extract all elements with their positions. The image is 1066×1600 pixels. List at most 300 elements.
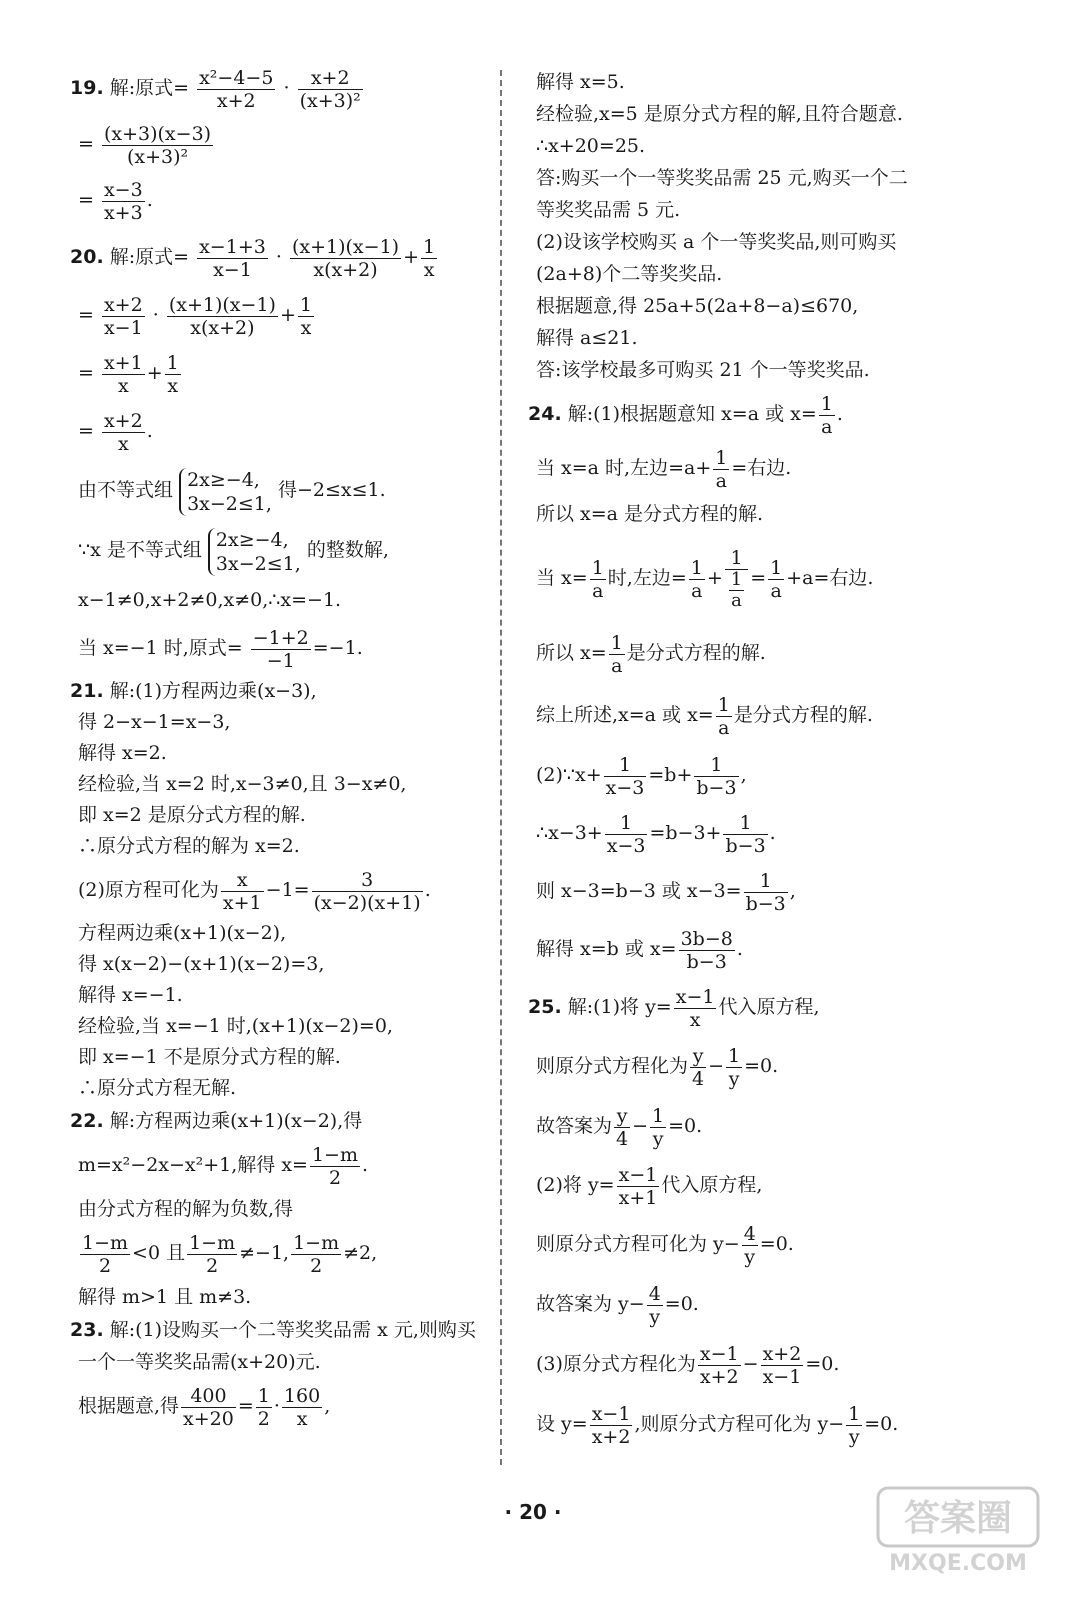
numerator: x−1	[591, 1402, 631, 1425]
denominator: 2	[328, 1166, 342, 1189]
text: 2x≥−4,	[187, 469, 260, 491]
text: .	[146, 189, 153, 211]
numerator: 1	[610, 631, 623, 654]
text: .	[424, 879, 431, 901]
text: (2)将 y=	[536, 1174, 615, 1196]
fraction	[726, 1045, 742, 1090]
numerator: 1	[605, 812, 648, 835]
q24-number: 24.	[528, 403, 562, 425]
numerator: x+2	[103, 409, 143, 432]
text: 当 x=a 时,左边=a+	[536, 457, 712, 479]
q24-line8	[528, 804, 998, 862]
q24-line4	[528, 534, 998, 622]
text: 当 x=−1 时,原式=	[78, 637, 243, 659]
denominator: x(x+2)	[190, 316, 255, 339]
q22-line3: 由分式方程的解为负数,得	[78, 1198, 294, 1220]
denominator: x	[689, 1008, 701, 1031]
right-column	[528, 66, 998, 1454]
watermark-logo	[870, 1480, 1050, 1580]
text: −	[708, 1055, 725, 1077]
q21-line: 方程两边乘(x+1)(x−2),	[78, 922, 287, 944]
q24-line6	[528, 684, 998, 746]
watermark-text: 答案圈 MXQE.COM	[889, 1498, 1027, 1576]
q23-cont-line: 解得 x=5.	[536, 71, 625, 93]
numerator: 160	[283, 1384, 321, 1407]
text: −	[742, 1353, 759, 1375]
text: .	[736, 938, 743, 960]
text: =	[78, 189, 94, 211]
text: 解:原式=	[109, 77, 190, 99]
q25-line4	[528, 1156, 998, 1214]
numerator: 1	[723, 812, 767, 835]
fraction	[819, 393, 835, 438]
fraction	[742, 1223, 758, 1268]
text: =b+	[648, 764, 693, 786]
numerator: 1	[728, 1044, 741, 1067]
q20-line4	[70, 402, 540, 460]
q21-line: 解得 x=−1.	[78, 984, 183, 1006]
text: 解:(1)设购买一个二等奖奖品需 x 元,则购买	[109, 1319, 476, 1341]
q22-number: 22.	[70, 1110, 104, 1132]
text: =0.	[864, 1413, 899, 1435]
numerator: x+2	[103, 293, 143, 316]
text: ,	[324, 1395, 331, 1417]
page-number: · 20 ·	[504, 1500, 562, 1524]
fraction	[768, 557, 784, 602]
numerator: 1	[848, 1402, 861, 1425]
q21-line: 解得 x=2.	[78, 742, 167, 764]
brace	[179, 461, 272, 521]
denominator: a	[770, 579, 782, 602]
text: 综上所述,x=a 或 x=	[536, 704, 714, 726]
numerator: y	[690, 1045, 706, 1068]
denominator: b−3	[725, 834, 766, 857]
fraction	[421, 236, 437, 281]
numerator: (x+1)(x−1)	[168, 293, 276, 316]
q24-line10	[528, 920, 998, 978]
fraction	[698, 1343, 741, 1388]
denominator: a	[731, 590, 742, 611]
denominator: x	[167, 374, 179, 397]
left-column	[70, 60, 540, 1434]
numerator: x²−4−5	[199, 66, 274, 89]
numerator: x+2	[762, 1342, 802, 1365]
text: ·	[273, 1395, 280, 1417]
denominator: b−3	[686, 950, 727, 973]
numerator: 4	[648, 1282, 661, 1305]
text: 设 y=	[536, 1413, 588, 1435]
q25-line3	[528, 1096, 998, 1156]
text: =0.	[664, 1293, 699, 1315]
numerator: 1	[591, 556, 604, 579]
complex-fraction	[725, 547, 748, 611]
q23-cont-line: 等奖奖品需 5 元.	[536, 199, 681, 221]
fraction	[298, 294, 314, 339]
denominator: a	[592, 579, 604, 602]
denominator: x−1	[762, 1365, 802, 1388]
fraction	[167, 294, 278, 339]
text: 则原分式方程可化为 y−	[536, 1233, 740, 1255]
q24-line9	[528, 862, 998, 920]
text: ≠−1,	[239, 1242, 290, 1264]
text: <0 且	[132, 1242, 186, 1264]
denominator: (x+3)²	[126, 145, 189, 168]
q21-line: 得 2−x−1=x−3,	[78, 711, 231, 733]
text: ∴x−3+	[536, 822, 603, 844]
q22-line4	[70, 1226, 540, 1280]
text: +	[279, 304, 296, 326]
numerator: 1	[770, 556, 783, 579]
fraction	[102, 352, 145, 397]
numerator: −1+2	[252, 626, 309, 649]
fraction	[617, 1164, 660, 1209]
denominator: x+1	[222, 891, 262, 914]
q24-line5	[528, 622, 998, 684]
q23-line3	[70, 1378, 540, 1434]
text: =b−3+	[649, 822, 722, 844]
q21-line: 即 x=−1 不是原分式方程的解.	[78, 1046, 341, 1068]
denominator: x	[300, 316, 312, 339]
q20-line1	[70, 228, 540, 286]
q21-line: 经检验,当 x=2 时,x−3≠0,且 3−x≠0,	[78, 773, 407, 795]
text: .	[146, 420, 153, 442]
denominator: 4	[616, 1127, 629, 1150]
fraction	[846, 1403, 862, 1448]
denominator: b−3	[696, 776, 737, 799]
text: =	[78, 362, 94, 384]
fraction	[609, 632, 625, 677]
denominator: 2	[257, 1407, 270, 1430]
text: 得−2≤x≤1.	[277, 479, 386, 501]
q23-line1	[70, 1314, 540, 1346]
denominator: x(x+2)	[313, 258, 378, 281]
q19-line2	[70, 116, 540, 172]
text: =0.	[744, 1055, 779, 1077]
q24-line3: 所以 x=a 是分式方程的解.	[536, 503, 764, 525]
denominator: a	[718, 716, 730, 739]
text: 是分式方程的解.	[626, 642, 766, 664]
fraction	[165, 352, 181, 397]
denominator: x	[423, 258, 435, 281]
numerator: x+1	[103, 351, 143, 374]
numerator: (x+3)(x−3)	[103, 122, 212, 145]
numerator: 400	[181, 1385, 236, 1408]
numerator: 1	[166, 351, 179, 374]
text: ,则原分式方程可化为 y−	[634, 1413, 845, 1435]
text: 解:方程两边乘(x+1)(x−2),得	[109, 1110, 363, 1132]
q20-number: 20.	[70, 246, 104, 268]
denominator: a	[821, 415, 833, 438]
denominator: a	[691, 579, 703, 602]
q19-number: 19.	[70, 77, 104, 99]
text: 所以 x=	[536, 642, 607, 664]
denominator: x+2	[699, 1365, 739, 1388]
text: 2x≥−4,	[215, 529, 289, 551]
numerator: 1	[690, 556, 703, 579]
text: 故答案为	[536, 1115, 613, 1137]
text: ·	[275, 246, 282, 268]
text: 是分式方程的解.	[733, 704, 873, 726]
denominator: y	[848, 1425, 860, 1448]
text: 解:(1)根据题意知 x=a 或 x=	[567, 403, 817, 425]
fraction	[614, 1105, 630, 1150]
text: +	[403, 246, 419, 268]
q19-line3	[70, 172, 540, 228]
denominator: 2	[98, 1254, 112, 1277]
denominator: x	[117, 432, 129, 455]
text: −	[632, 1115, 649, 1137]
numerator: 1−m	[311, 1143, 358, 1166]
fraction	[282, 1385, 322, 1430]
fraction	[647, 1283, 663, 1328]
text: +a=右边.	[786, 567, 874, 589]
q20-substitute	[70, 620, 540, 676]
text: 的整数解,	[306, 539, 389, 561]
numerator: 1	[730, 569, 743, 590]
fraction	[312, 869, 423, 914]
text: 解:(1)将 y=	[567, 996, 672, 1018]
q23-cont-line: (2a+8)个二等奖奖品.	[536, 263, 723, 285]
denominator: x+2	[591, 1425, 631, 1448]
q20-integer	[70, 520, 540, 580]
text: =0.	[759, 1233, 794, 1255]
numerator: x−1	[675, 985, 715, 1008]
fraction	[291, 1232, 341, 1277]
fraction	[187, 1232, 237, 1277]
fraction	[723, 812, 767, 857]
fraction	[713, 447, 729, 492]
q25-line6	[528, 1274, 998, 1334]
denominator: a	[715, 469, 727, 492]
text: 时,左边=	[607, 567, 687, 589]
q21-line: 经检验,当 x=−1 时,(x+1)(x−2)=0,	[78, 1015, 393, 1037]
q21-part2	[70, 862, 540, 918]
numerator: 4	[743, 1222, 756, 1245]
text: =右边.	[731, 457, 792, 479]
text: .	[769, 822, 776, 844]
text: 则原分式方程化为	[536, 1055, 689, 1077]
fraction	[102, 179, 145, 224]
text: =	[78, 133, 94, 155]
fraction	[181, 1385, 236, 1430]
numerator: y	[614, 1105, 630, 1128]
fraction	[197, 236, 268, 281]
q21-line: 即 x=2 是原分式方程的解.	[78, 804, 306, 826]
denominator: x−1	[103, 316, 143, 339]
fraction	[251, 627, 311, 672]
numerator: 1	[257, 1384, 270, 1407]
q21-line: ∴原分式方程无解.	[78, 1077, 237, 1099]
numerator: 1	[694, 754, 738, 777]
q23-number: 23.	[70, 1319, 104, 1341]
q23-cont-line: 根据题意,得 25a+5(2a+8−a)≤670,	[536, 295, 859, 317]
text: .	[362, 1154, 369, 1176]
numerator: 1	[725, 547, 748, 570]
fraction	[690, 1045, 706, 1090]
q23-cont-line: (2)设该学校购买 a 个一等奖奖品,则可购买	[536, 231, 897, 253]
fraction	[674, 986, 717, 1031]
q24-line2	[528, 442, 998, 494]
q23-cont-line: ∴x+20=25.	[536, 135, 646, 157]
text: 3x−2≤1,	[187, 493, 272, 515]
numerator: 3	[312, 869, 423, 892]
text: .	[836, 403, 843, 425]
text: (3)原分式方程化为	[536, 1353, 696, 1375]
text: ∵x 是不等式组	[78, 539, 202, 561]
text: ·	[152, 304, 159, 326]
numerator: 1−m	[293, 1231, 340, 1254]
q22-line1	[70, 1104, 540, 1138]
denominator: x	[117, 374, 129, 397]
fraction	[744, 870, 788, 915]
fraction	[298, 67, 363, 112]
fraction	[689, 557, 705, 602]
numerator: 1	[715, 446, 728, 469]
fraction	[290, 236, 401, 281]
numerator: 1−m	[82, 1231, 129, 1254]
q24-line7	[528, 746, 998, 804]
text: 当 x=	[536, 567, 588, 589]
denominator-fraction	[727, 570, 746, 611]
text: m=x²−2x−x²+1,解得 x=	[78, 1154, 308, 1176]
denominator: y	[652, 1127, 664, 1150]
q25-line8	[528, 1394, 998, 1454]
text: (2)原方程可化为	[78, 879, 219, 901]
q20-inequality	[70, 460, 540, 520]
fraction	[679, 928, 735, 973]
numerator: x+2	[298, 67, 363, 90]
text: 代入原方程,	[718, 996, 820, 1018]
q23-line2: 一个一等奖奖品需(x+20)元.	[78, 1351, 321, 1373]
denominator: x+3	[103, 201, 143, 224]
text: 故答案为 y−	[536, 1293, 645, 1315]
fraction	[761, 1343, 804, 1388]
q20-condition: x−1≠0,x+2≠0,x≠0,∴x=−1.	[78, 589, 342, 611]
denominator: x−3	[605, 776, 645, 799]
text: =	[78, 420, 94, 442]
numerator: 1	[423, 235, 436, 258]
text: =0.	[668, 1115, 703, 1137]
fraction	[310, 1144, 360, 1189]
denominator: y	[649, 1305, 661, 1328]
fraction	[694, 754, 738, 799]
denominator: a	[611, 654, 623, 677]
numerator: 1	[717, 693, 730, 716]
denominator: y	[728, 1067, 740, 1090]
fraction	[604, 754, 647, 799]
denominator: 2	[206, 1254, 219, 1277]
q20-line2	[70, 286, 540, 344]
numerator: 1	[820, 392, 833, 415]
text: 解:(1)方程两边乘(x−3),	[109, 680, 317, 702]
q21-line0	[70, 676, 540, 707]
text: +	[706, 567, 723, 589]
q21-line: ∴原分式方程的解为 x=2.	[78, 835, 300, 857]
numerator: 1	[744, 870, 788, 893]
denominator: y	[744, 1245, 756, 1268]
text: ,	[740, 764, 747, 786]
q22-line2	[70, 1138, 540, 1192]
fraction	[590, 1403, 633, 1448]
fraction	[590, 557, 606, 602]
fraction	[256, 1385, 272, 1430]
fraction	[221, 869, 264, 914]
numerator: x−3	[103, 178, 143, 201]
q21-number: 21.	[70, 680, 104, 702]
fraction	[102, 294, 145, 339]
q22-line5: 解得 m>1 且 m≠3.	[78, 1286, 252, 1308]
page-number-value: 20	[519, 1500, 547, 1524]
denominator: x−3	[606, 834, 646, 857]
fraction	[197, 67, 275, 112]
numerator: x	[221, 869, 264, 892]
text: =	[750, 567, 767, 589]
numerator: 1	[299, 293, 312, 316]
text: (2)∵x+	[536, 764, 602, 786]
fraction	[102, 410, 145, 455]
q25-line1	[528, 978, 998, 1036]
denominator: x+20	[183, 1407, 234, 1430]
fraction	[716, 694, 732, 739]
numerator: x−1	[618, 1163, 658, 1186]
text: 3x−2≤1,	[215, 553, 301, 575]
q21-line: 得 x(x−2)−(x+1)(x−2)=3,	[78, 953, 325, 975]
fraction	[605, 812, 648, 857]
text: =	[78, 304, 94, 326]
numerator: 1	[604, 754, 647, 777]
denominator: 4	[692, 1067, 705, 1090]
numerator: x−1	[699, 1342, 739, 1365]
numerator: 3b−8	[680, 927, 733, 950]
denominator: x	[296, 1407, 308, 1430]
text: 解:原式=	[109, 246, 190, 268]
q23-cont-line: 经检验,x=5 是原分式方程的解,且符合题意.	[536, 103, 903, 125]
denominator: 2	[310, 1254, 323, 1277]
denominator: (x−2)(x+1)	[313, 891, 421, 914]
q23-cont-line: 答:购买一个一等奖奖品需 25 元,购买一个二	[536, 167, 908, 189]
fraction	[102, 123, 213, 168]
q25-line2	[528, 1036, 998, 1096]
denominator: x+2	[216, 89, 256, 112]
denominator: (x+3)²	[299, 89, 361, 112]
q25-number: 25.	[528, 996, 562, 1018]
text: 代入原方程,	[661, 1174, 763, 1196]
fraction	[650, 1105, 666, 1150]
q25-line7	[528, 1334, 998, 1394]
numerator: (x+1)(x−1)	[291, 235, 400, 258]
denominator: −1	[266, 649, 295, 672]
q25-line5	[528, 1214, 998, 1274]
denominator: x+1	[618, 1186, 658, 1209]
text: 解得 x=b 或 x=	[536, 938, 677, 960]
text: ·	[283, 77, 290, 99]
text: =	[237, 1395, 254, 1417]
numerator: 1−m	[189, 1231, 236, 1254]
numerator: x−1+3	[199, 235, 266, 258]
numerator: 1	[652, 1104, 665, 1127]
text: ≠2,	[343, 1242, 378, 1264]
q20-line3	[70, 344, 540, 402]
text: +	[146, 362, 163, 384]
text: 根据题意,得	[78, 1395, 180, 1417]
text: 则 x−3=b−3 或 x−3=	[536, 880, 742, 902]
denominator: b−3	[745, 892, 786, 915]
text: =−1.	[312, 637, 363, 659]
q19-line1	[70, 60, 540, 116]
q23-cont-line: 解得 a≤21.	[536, 327, 638, 349]
fraction	[80, 1232, 130, 1277]
text: =0.	[805, 1353, 840, 1375]
